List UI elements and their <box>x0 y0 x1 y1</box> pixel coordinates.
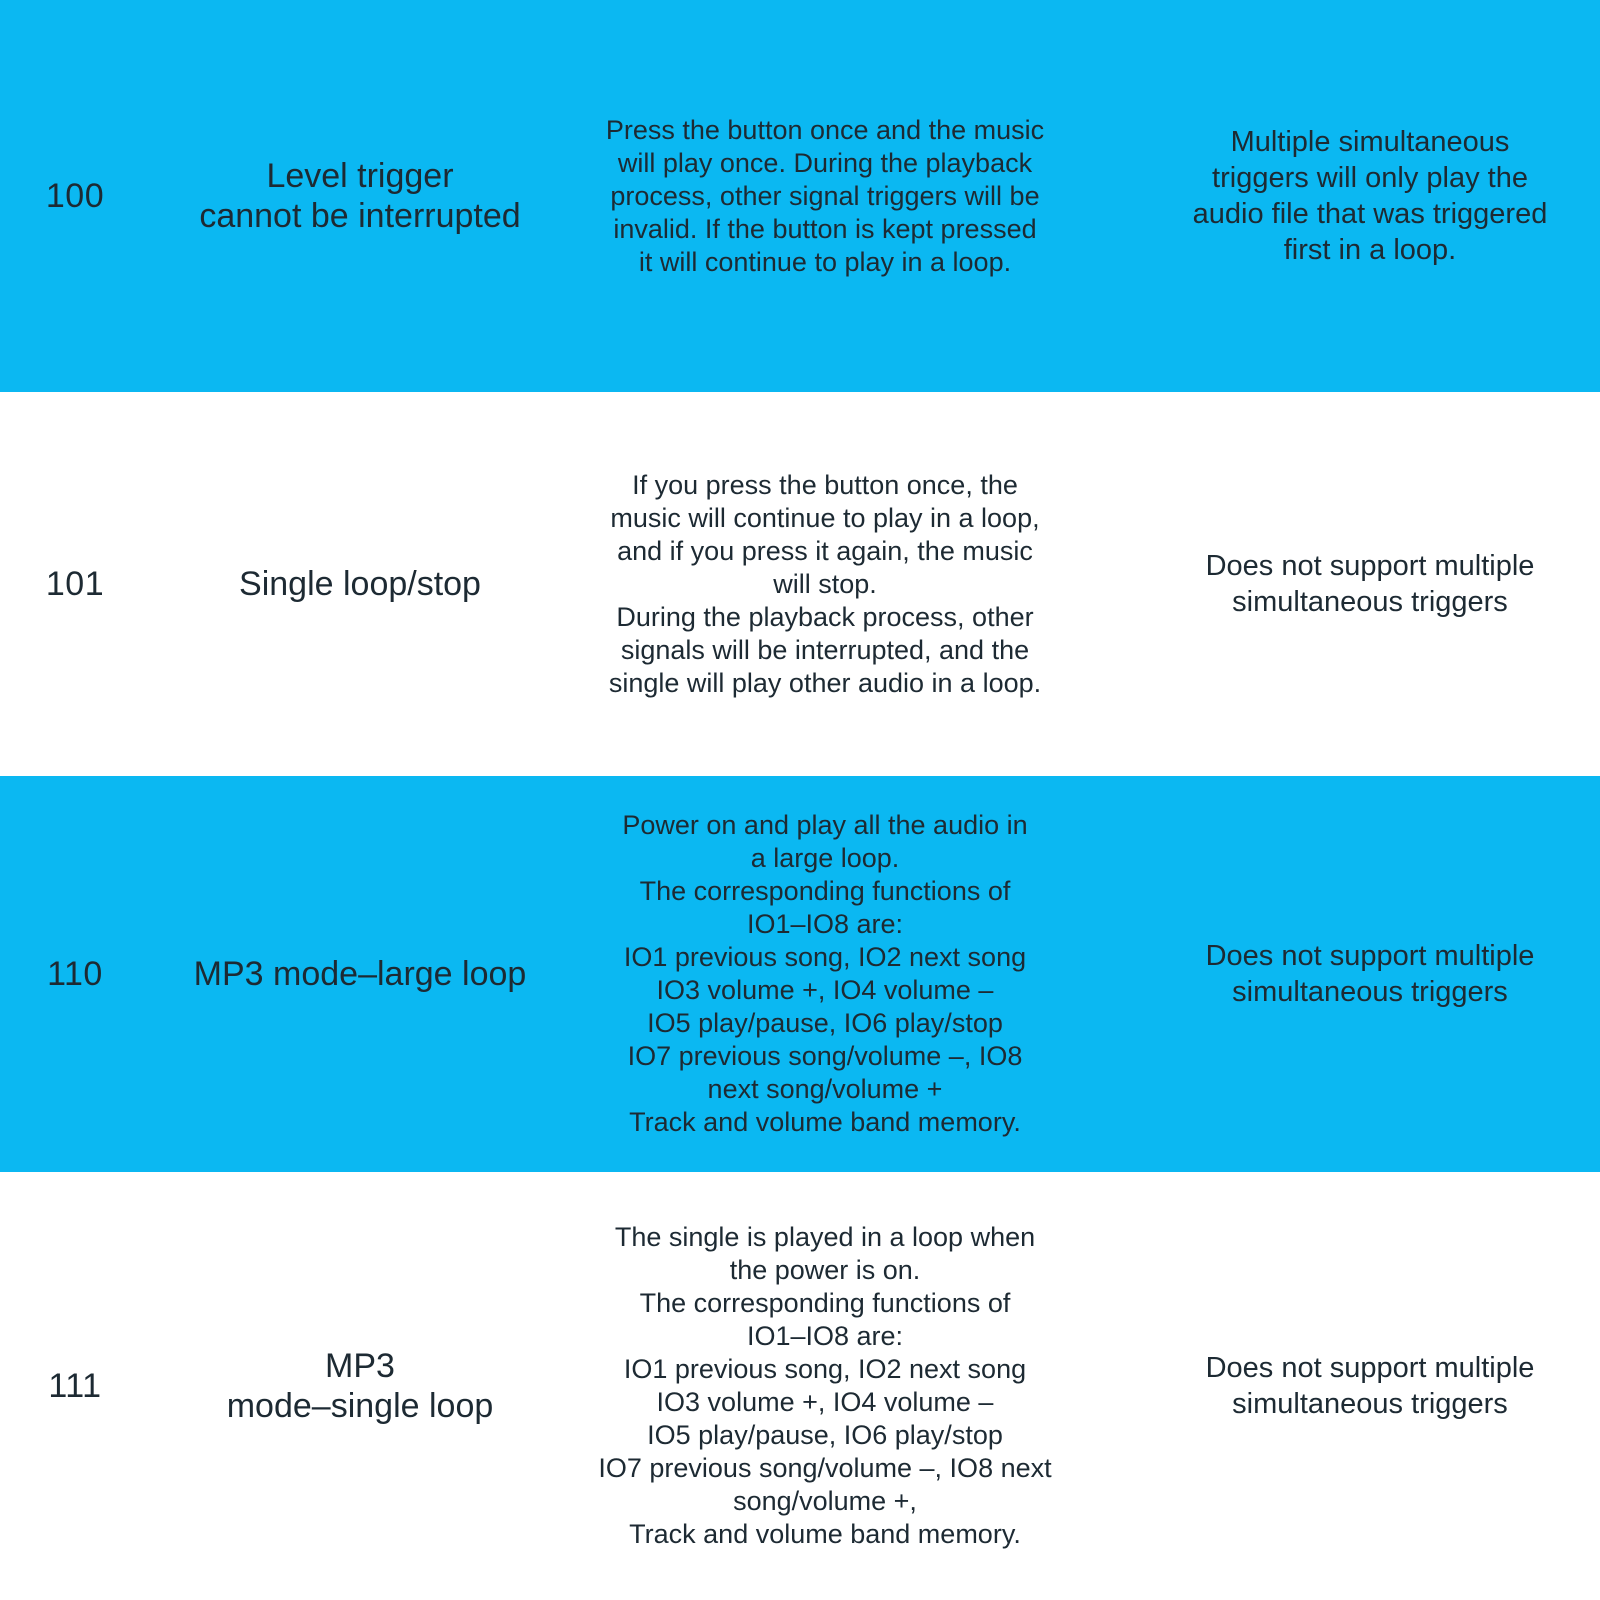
multi-trigger-line: first in a loop. <box>1283 234 1457 266</box>
multi-trigger-line: Does not support multiple <box>1205 550 1535 582</box>
multi-trigger-line: Does not support multiple <box>1205 1352 1535 1384</box>
mode-name <box>150 392 570 776</box>
description-line: it will continue to play in a loop. <box>638 246 1012 277</box>
table-row <box>0 0 1600 392</box>
description-line: During the playback process, other <box>616 601 1034 632</box>
description-line: Press the button once and the music <box>605 114 1045 145</box>
description-line: the power is on. <box>729 1255 921 1285</box>
mode-name-line: Level trigger <box>266 157 454 195</box>
description-line: a large loop. <box>750 843 900 873</box>
mode-name-line: MP3 <box>325 1347 395 1385</box>
description-line: The corresponding functions of <box>639 1288 1011 1318</box>
description-line: IO1–IO8 are: <box>746 1321 904 1351</box>
table-row <box>0 776 1600 1172</box>
multi-trigger-line: simultaneous triggers <box>1232 1388 1508 1420</box>
mode-name-line: mode–single loop <box>226 1387 494 1425</box>
description-line: Track and volume band memory. <box>629 1107 1021 1137</box>
mode-name-line: Single loop/stop <box>239 565 481 603</box>
multi-trigger-note <box>1150 0 1590 392</box>
description-line: IO1 previous song, IO2 next song <box>623 942 1027 972</box>
multi-trigger-note <box>1150 392 1590 776</box>
description-line: Power on and play all the audio in <box>622 810 1028 840</box>
description-line: song/volume +, <box>733 1486 917 1516</box>
mode-code: 100 <box>45 176 105 215</box>
description-line: IO3 volume +, IO4 volume – <box>656 975 994 1005</box>
description-line: IO1 previous song, IO2 next song <box>623 1354 1027 1384</box>
table-row <box>0 392 1600 776</box>
mode-description <box>580 392 1070 776</box>
description-line: and if you press it again, the music <box>617 535 1033 566</box>
description-line: If you press the button once, the <box>632 469 1018 500</box>
multi-trigger-note <box>1150 776 1590 1172</box>
mode-name-line: MP3 mode–large loop <box>193 955 527 993</box>
description-line: will play once. During the playback <box>617 147 1033 178</box>
mode-description <box>580 776 1070 1172</box>
mode-name-line: cannot be interrupted <box>199 197 521 235</box>
table-row <box>0 1172 1600 1600</box>
description-line: IO7 previous song/volume –, IO8 <box>627 1041 1023 1071</box>
mode-name <box>150 0 570 392</box>
description-line: single will play other audio in a loop. <box>608 667 1042 698</box>
multi-trigger-line: audio file that was triggered <box>1192 198 1548 230</box>
mode-name <box>150 1172 570 1600</box>
description-line: The single is played in a loop when <box>614 1222 1036 1252</box>
multi-trigger-line: triggers will only play the <box>1212 162 1528 194</box>
multi-trigger-line: simultaneous triggers <box>1232 976 1508 1008</box>
multi-trigger-line: Multiple simultaneous <box>1230 126 1510 158</box>
description-line: will stop. <box>773 568 877 599</box>
description-line: The corresponding functions of <box>639 876 1011 906</box>
description-line: signals will be interrupted, and the <box>620 634 1030 665</box>
multi-trigger-note <box>1150 1172 1590 1600</box>
description-line: IO5 play/pause, IO6 play/stop <box>647 1420 1003 1450</box>
mode-code: 101 <box>45 564 105 603</box>
description-line: IO5 play/pause, IO6 play/stop <box>647 1008 1003 1038</box>
description-line: music will continue to play in a loop, <box>610 502 1040 533</box>
multi-trigger-line: Does not support multiple <box>1205 940 1535 972</box>
description-line: IO1–IO8 are: <box>746 909 904 939</box>
mode-description <box>580 0 1070 392</box>
multi-trigger-line: simultaneous triggers <box>1232 586 1508 618</box>
description-line: invalid. If the button is kept pressed <box>613 213 1037 244</box>
description-line: Track and volume band memory. <box>629 1519 1021 1549</box>
description-line: next song/volume + <box>707 1074 943 1104</box>
mode-code: 111 <box>48 1366 102 1405</box>
description-line: IO7 previous song/volume –, IO8 next <box>598 1453 1052 1483</box>
description-line: process, other signal triggers will be <box>610 180 1040 211</box>
mode-description <box>580 1172 1070 1600</box>
description-line: IO3 volume +, IO4 volume – <box>656 1387 994 1417</box>
mode-code: 110 <box>47 954 103 993</box>
mode-name <box>150 776 570 1172</box>
